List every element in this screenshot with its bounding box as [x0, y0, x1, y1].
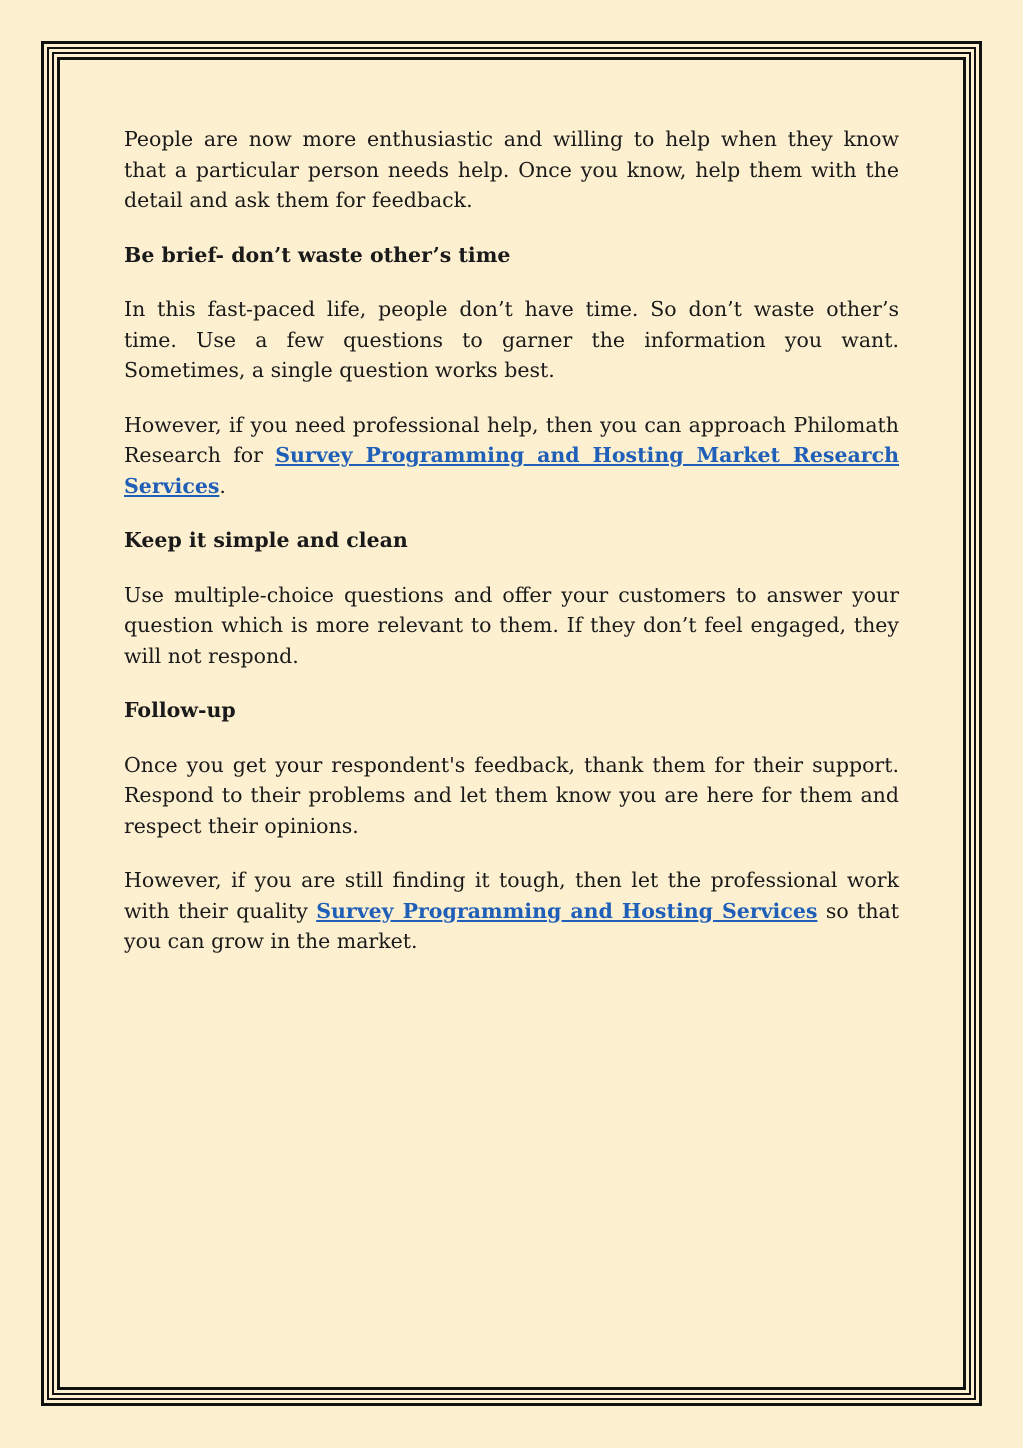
paragraph-fast-paced: In this fast-paced life, people don’t have time. So don’t waste other’s time. Use a few questions to garner the information you want. Sometimes, a single question works best.	[124, 297, 899, 382]
paragraph-closing-text: However, if you are still finding it tough, then let the professional work with their quality	[124, 868, 899, 923]
survey-hosting-services-link[interactable]: Survey Programming and Hosting Services	[316, 898, 818, 923]
heading-follow-up: Follow-up	[124, 698, 236, 722]
paragraph-closing	[124, 865, 899, 957]
heading-keep-simple: Keep it simple and clean	[124, 528, 408, 552]
paragraph-intro: People are now more enthusiastic and willing to help when they know that a particular person needs help. Once you know, help them with the detail and ask them for feedback.	[124, 127, 899, 212]
paragraph-multiple-choice: Use multiple-choice questions and offer your customers to answer your question which is more relevant to them. If they don’t feel engaged, they will not respond.	[124, 582, 899, 668]
document-body	[124, 124, 899, 981]
heading-be-brief: Be brief- don’t waste other’s time	[124, 242, 511, 267]
paragraph-professional-help-end: .	[219, 473, 226, 498]
paragraph-closing-end: so that you can grow in the market.	[124, 898, 900, 953]
paragraph-feedback: Once you get your respondent's feedback, thank them for their support. Respond to their problems and let them know you are here for them and respect their opinions.	[124, 752, 899, 838]
paragraph-professional-help	[124, 410, 899, 502]
survey-market-research-link[interactable]: Survey Programming and Hosting Market Research Services	[124, 443, 899, 498]
paragraph-professional-help-text: However, if you need professional help, then you can approach Philomath Research for	[124, 412, 899, 467]
